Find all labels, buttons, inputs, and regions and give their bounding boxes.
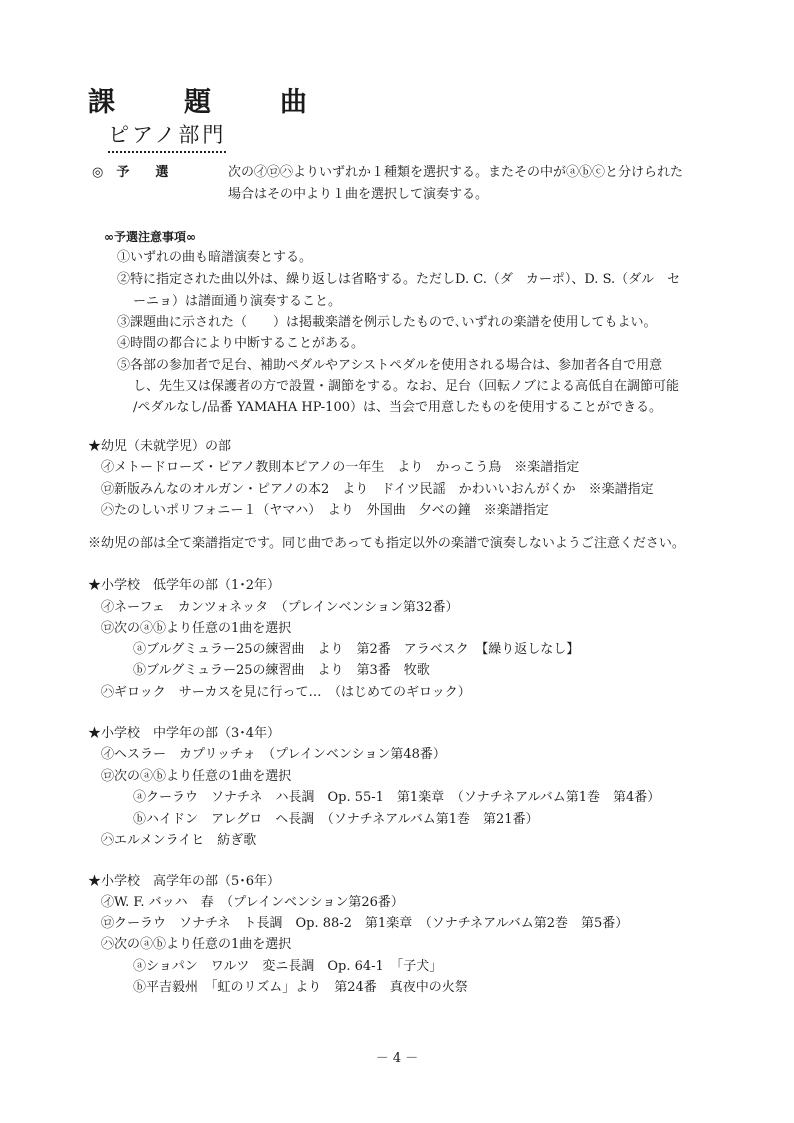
page-number: － 4 － — [375, 1051, 419, 1066]
page-title: 課 題 曲 — [88, 87, 328, 118]
low-subitem: ⓐブルグミュラー25の練習曲 より 第2番 アラベスク 【繰り返しなし】 — [133, 642, 580, 657]
low-heading: ★小学校 低学年の部（1･2年） — [88, 578, 281, 593]
notes-heading: ∞予選注意事項∞ — [104, 230, 196, 244]
yosen-text-line: 場合はその中より１曲を選択して演奏する。 — [228, 187, 489, 202]
yoji-item: ㋺新版みんなのオルガン・ピアノの本2 より ドイツ民謡 かわいいおんがくか ※楽譜指定 — [101, 482, 654, 497]
low-item: ㋩ギロック サーカスを見に行って… （はじめてのギロック） — [101, 685, 471, 700]
low-subitem: ⓑブルグミュラー25の練習曲 より 第3番 牧歌 — [133, 663, 430, 678]
high-item: ㋑W. F. バッハ 春 （プレインベンション第26番） — [101, 895, 404, 910]
note-line: ②特に指定された曲以外は、繰り返しは省略する。ただしD. C.（ダ カーポ）、D. S.（ダル セ — [117, 272, 681, 287]
yoji-note: ※幼児の部は全て楽譜指定です。同じ曲であっても指定以外の楽譜で演奏しないようご注意ください。 — [88, 536, 685, 551]
high-heading: ★小学校 高学年の部（5･6年） — [88, 874, 281, 889]
high-item: ㋩次のⓐⓑより任意の1曲を選択 — [101, 937, 292, 952]
yoji-heading: ★幼児（未就学児）の部 — [88, 439, 232, 454]
high-subitem: ⓐショパン ワルツ 変ニ長調 Op. 64-1 「子犬」 — [133, 959, 443, 974]
note-line: ①いずれの曲も暗譜演奏とする。 — [117, 250, 313, 265]
yoji-item: ㋑メトードローズ・ピアノ教則本ピアノの一年生 より かっこう鳥 ※楽譜指定 — [101, 460, 580, 475]
mid-item: ㋩エルメンライヒ 紡ぎ歌 — [101, 833, 257, 848]
yosen-label: ◎ 予 選 — [92, 165, 169, 180]
mid-subitem: ⓑハイドン アレグロ ヘ長調 （ソナチネアルバム第1巻 第21番） — [133, 812, 539, 827]
note-line: ③課題曲に示された（ ）は掲載楽譜を例示したもので､いずれの楽譜を使用してもよい。 — [117, 315, 657, 330]
note-line: ーニョ）は譜面通り演奏すること。 — [133, 294, 342, 309]
note-line: /ペダルなし/品番 YAMAHA HP-100）は、当会で用意したものを使用することができる。 — [133, 400, 662, 415]
high-item: ㋺クーラウ ソナチネ ト長調 Op. 88-2 第1楽章 （ソナチネアルバム第2巻 第5番） — [101, 916, 629, 931]
mid-subitem: ⓐクーラウ ソナチネ ハ長調 Op. 55-1 第1楽章 （ソナチネアルバム第1巻 第4番） — [133, 790, 661, 805]
mid-item: ㋑ヘスラー カプリッチォ （プレインベンション第48番） — [101, 747, 446, 762]
yoji-item: ㋩たのしいポリフォニー１（ヤマハ） より 外国曲 夕べの鐘 ※楽譜指定 — [101, 503, 549, 518]
mid-heading: ★小学校 中学年の部（3･4年） — [88, 726, 281, 741]
low-item: ㋑ネーフェ カンツォネッタ （プレインベンション第32番） — [101, 600, 459, 615]
section-subtitle: ピアノ部門 — [108, 119, 226, 153]
note-line: ⑤各部の参加者で足台、補助ペダルやアシストペダルを使用される場合は、参加者各自で用意 — [117, 358, 663, 373]
high-subitem: ⓑ平吉毅州 「虹のリズム」より 第24番 真夜中の火祭 — [133, 980, 468, 995]
note-line: ④時間の都合により中断することがある。 — [117, 336, 365, 351]
low-item: ㋺次のⓐⓑより任意の1曲を選択 — [101, 621, 292, 636]
yosen-text-line: 次の㋑㋺㋩よりいずれか１種類を選択する。またその中がⓐⓑⓒと分けられた — [228, 165, 684, 180]
note-line: し、先生又は保護者の方で設置・調節をする。なお、足台（回転ノブによる高低自在調節可能 — [133, 379, 680, 394]
mid-item: ㋺次のⓐⓑより任意の1曲を選択 — [101, 769, 292, 784]
